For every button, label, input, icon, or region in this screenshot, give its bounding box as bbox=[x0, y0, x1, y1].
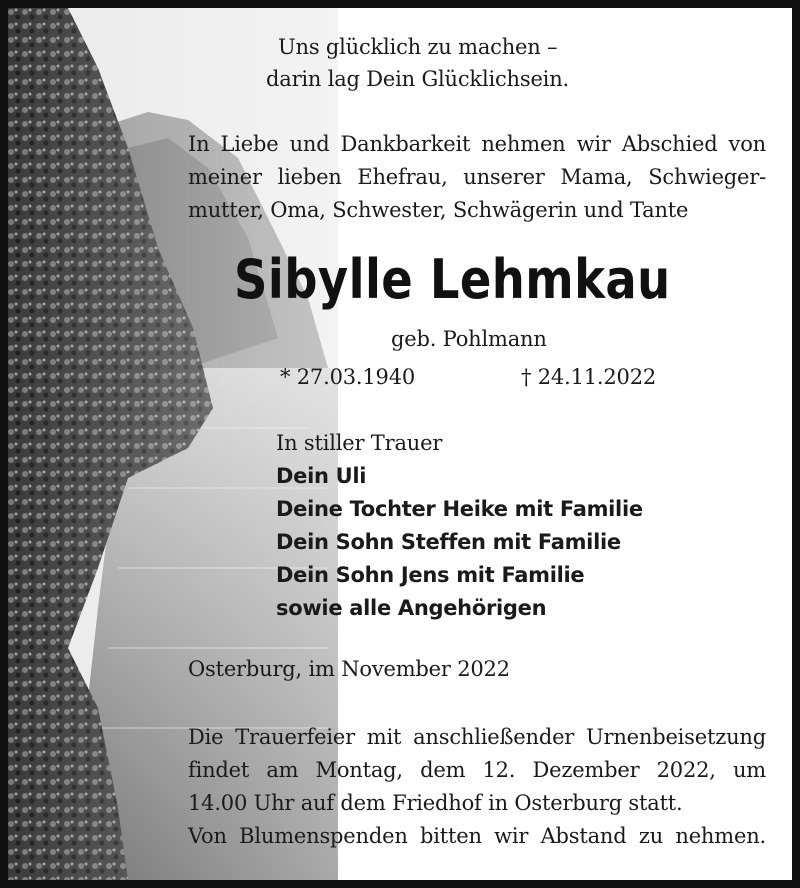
funeral-line-4: Von Blumenspenden bitten wir Abstand zu nehmen. bbox=[188, 824, 766, 848]
place-date: Osterburg, im November 2022 bbox=[188, 657, 510, 681]
mourner-3: Dein Sohn Steffen mit Familie bbox=[276, 530, 621, 554]
mourner-1: Dein Uli bbox=[276, 464, 367, 488]
intro-line-1: In Liebe und Dankbarkeit nehmen wir Abschied von bbox=[188, 132, 766, 156]
death-date: † 24.11.2022 bbox=[521, 365, 657, 389]
verse-line-1: Uns glücklich zu machen – bbox=[278, 35, 558, 59]
intro-line-3: mutter, Oma, Schwester, Schwägerin und Tante bbox=[188, 198, 689, 222]
funeral-line-2: findet am Montag, dem 12. Dezember 2022, um bbox=[188, 758, 766, 782]
verse-line-2: darin lag Dein Glücklichsein. bbox=[266, 67, 569, 91]
intro-line-2: meiner lieben Ehefrau, unserer Mama, Schwieger- bbox=[188, 165, 766, 189]
funeral-line-1: Die Trauerfeier mit anschließender Urnenbeisetzung bbox=[188, 725, 766, 749]
funeral-line-3: 14.00 Uhr auf dem Friedhof in Osterburg statt. bbox=[188, 791, 683, 815]
mourner-4: Dein Sohn Jens mit Familie bbox=[276, 563, 585, 587]
birth-date: * 27.03.1940 bbox=[280, 365, 416, 389]
mourner-2: Deine Tochter Heike mit Familie bbox=[276, 497, 643, 521]
obituary-notice bbox=[8, 8, 792, 880]
mourner-5: sowie alle Angehörigen bbox=[276, 596, 547, 620]
deceased-name: Sibylle Lehmkau bbox=[234, 248, 671, 311]
maiden-name: geb. Pohlmann bbox=[391, 327, 547, 351]
mourning-label: In stiller Trauer bbox=[276, 431, 443, 455]
